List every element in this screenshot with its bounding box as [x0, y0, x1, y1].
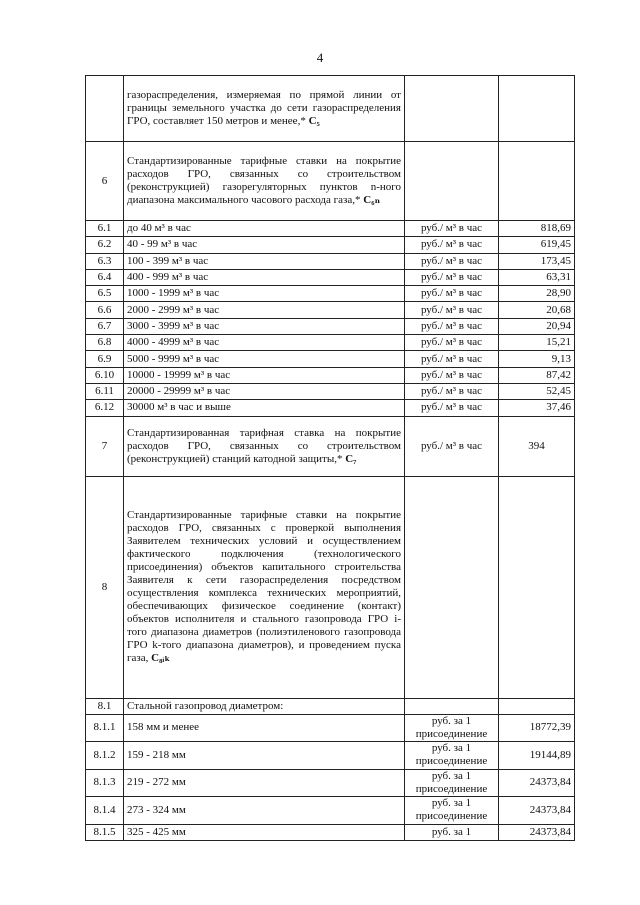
table-row — [86, 221, 575, 237]
row-unit: руб. за 1 присоединение — [405, 742, 499, 770]
row-value: 18772,39 — [499, 714, 575, 742]
row-number: 6.10 — [86, 367, 124, 383]
row-label: 273 - 324 мм — [124, 797, 405, 825]
row-value: 63,31 — [499, 269, 575, 285]
row-label: 325 - 425 мм — [124, 824, 405, 840]
row-unit: руб./ м³ в час — [405, 367, 499, 383]
row-number: 8.1.3 — [86, 769, 124, 797]
row-label: 30000 м³ в час и выше — [124, 400, 405, 416]
table-row — [86, 318, 575, 334]
row-number: 8.1.1 — [86, 714, 124, 742]
table-row — [86, 797, 575, 825]
row-value: 87,42 — [499, 367, 575, 383]
table-row — [86, 335, 575, 351]
row-number — [86, 76, 124, 142]
table-row — [86, 302, 575, 318]
row-label: 4000 - 4999 м³ в час — [124, 335, 405, 351]
row-label: 100 - 399 м³ в час — [124, 253, 405, 269]
table-row — [86, 400, 575, 416]
row-number: 7 — [86, 416, 124, 476]
row-unit: руб. за 1 — [405, 824, 499, 840]
row-label: 2000 - 2999 м³ в час — [124, 302, 405, 318]
table-row — [86, 742, 575, 770]
row-number: 6 — [86, 142, 124, 221]
row-value: 173,45 — [499, 253, 575, 269]
table-row — [86, 76, 575, 142]
row-label: до 40 м³ в час — [124, 221, 405, 237]
row-number: 8.1 — [86, 698, 124, 714]
row-description: Стандартизированные тарифные ставки на покрытие расходов ГРО, связанных со строительством (реконструкцией) газорегуляторных пунктов n-ного диапазона максимального часового расхода газа,* C₆ₙ — [124, 142, 405, 221]
table-row — [86, 367, 575, 383]
row-unit: руб. за 1 присоединение — [405, 714, 499, 742]
row-unit: руб./ м³ в час — [405, 302, 499, 318]
row-number: 6.5 — [86, 286, 124, 302]
row-description: газораспределения, измеряемая по прямой линии от границы земельного участка до сети газораспределения ГРО, составляет 150 метров и менее,* C₅ — [124, 76, 405, 142]
row-unit: руб./ м³ в час — [405, 318, 499, 334]
row-label: 1000 - 1999 м³ в час — [124, 286, 405, 302]
row-label: 219 - 272 мм — [124, 769, 405, 797]
row-value: 9,13 — [499, 351, 575, 367]
table-row — [86, 237, 575, 253]
row-unit: руб./ м³ в час — [405, 269, 499, 285]
row-label: 5000 - 9999 м³ в час — [124, 351, 405, 367]
row-number: 6.11 — [86, 383, 124, 399]
table-row — [86, 769, 575, 797]
table-row — [86, 351, 575, 367]
row-value: 52,45 — [499, 383, 575, 399]
row-label: Стальной газопровод диаметром: — [124, 698, 405, 714]
row-value: 15,21 — [499, 335, 575, 351]
row-number: 8.1.2 — [86, 742, 124, 770]
table-row — [86, 286, 575, 302]
table-row — [86, 824, 575, 840]
row-unit: руб./ м³ в час — [405, 221, 499, 237]
row-unit: руб./ м³ в час — [405, 253, 499, 269]
row-value: 24373,84 — [499, 824, 575, 840]
row-number: 8.1.4 — [86, 797, 124, 825]
row-label: 400 - 999 м³ в час — [124, 269, 405, 285]
row-number: 6.2 — [86, 237, 124, 253]
table-row — [86, 383, 575, 399]
table-row — [86, 714, 575, 742]
row-value: 619,45 — [499, 237, 575, 253]
row-number: 6.8 — [86, 335, 124, 351]
row-value: 24373,84 — [499, 769, 575, 797]
row-value: 28,90 — [499, 286, 575, 302]
row-number: 8.1.5 — [86, 824, 124, 840]
row-unit: руб./ м³ в час — [405, 351, 499, 367]
tariff-table — [85, 75, 575, 841]
row-value: 818,69 — [499, 221, 575, 237]
row-unit: руб./ м³ в час — [405, 383, 499, 399]
row-unit: руб. за 1 присоединение — [405, 769, 499, 797]
table-row — [86, 269, 575, 285]
row-label: 10000 - 19999 м³ в час — [124, 367, 405, 383]
row-label: 3000 - 3999 м³ в час — [124, 318, 405, 334]
row-unit: руб./ м³ в час — [405, 400, 499, 416]
row-number: 8 — [86, 476, 124, 698]
row-number: 6.4 — [86, 269, 124, 285]
page-number: 4 — [316, 50, 324, 65]
row-unit: руб./ м³ в час — [405, 416, 499, 476]
row-value: 20,94 — [499, 318, 575, 334]
row-number: 6.1 — [86, 221, 124, 237]
table-row — [86, 253, 575, 269]
row-label: 20000 - 29999 м³ в час — [124, 383, 405, 399]
row-label: 159 - 218 мм — [124, 742, 405, 770]
row-number: 6.9 — [86, 351, 124, 367]
row-number: 6.3 — [86, 253, 124, 269]
row-description: Стандартизированные тарифные ставки на покрытие расходов ГРО, связанных с проверкой выполнения Заявителем технических условий и осуществлением фактического подключения (технологического присоединения) объектов капитального строительства Заявителя к сети газораспределения посредством осуществления комплекса технических мероприятий, обеспечивающих физическое соединение (контакт) объектов исполнителя и стального газопровода ГРО i-того диапазона диаметров (полиэтиленового газопровода ГРО k-того диапазона диаметров), и проведением пуска газа, C₈ᵢₖ — [124, 476, 405, 698]
row-number: 6.12 — [86, 400, 124, 416]
row-unit: руб./ м³ в час — [405, 286, 499, 302]
row-value: 20,68 — [499, 302, 575, 318]
table-row — [86, 142, 575, 221]
row-value: 24373,84 — [499, 797, 575, 825]
table-row — [86, 698, 575, 714]
table-row — [86, 476, 575, 698]
row-unit: руб. за 1 присоединение — [405, 797, 499, 825]
row-value: 19144,89 — [499, 742, 575, 770]
row-number: 6.6 — [86, 302, 124, 318]
row-unit: руб./ м³ в час — [405, 237, 499, 253]
row-label: 40 - 99 м³ в час — [124, 237, 405, 253]
table-row — [86, 416, 575, 476]
row-label: 158 мм и менее — [124, 714, 405, 742]
row-unit: руб./ м³ в час — [405, 335, 499, 351]
row-value: 37,46 — [499, 400, 575, 416]
row-number: 6.7 — [86, 318, 124, 334]
row-description: Стандартизированная тарифная ставка на покрытие расходов ГРО, связанных со строительством (реконструкцией) станций катодной защиты,* C₇ — [124, 416, 405, 476]
row-value: 394 — [499, 416, 575, 476]
